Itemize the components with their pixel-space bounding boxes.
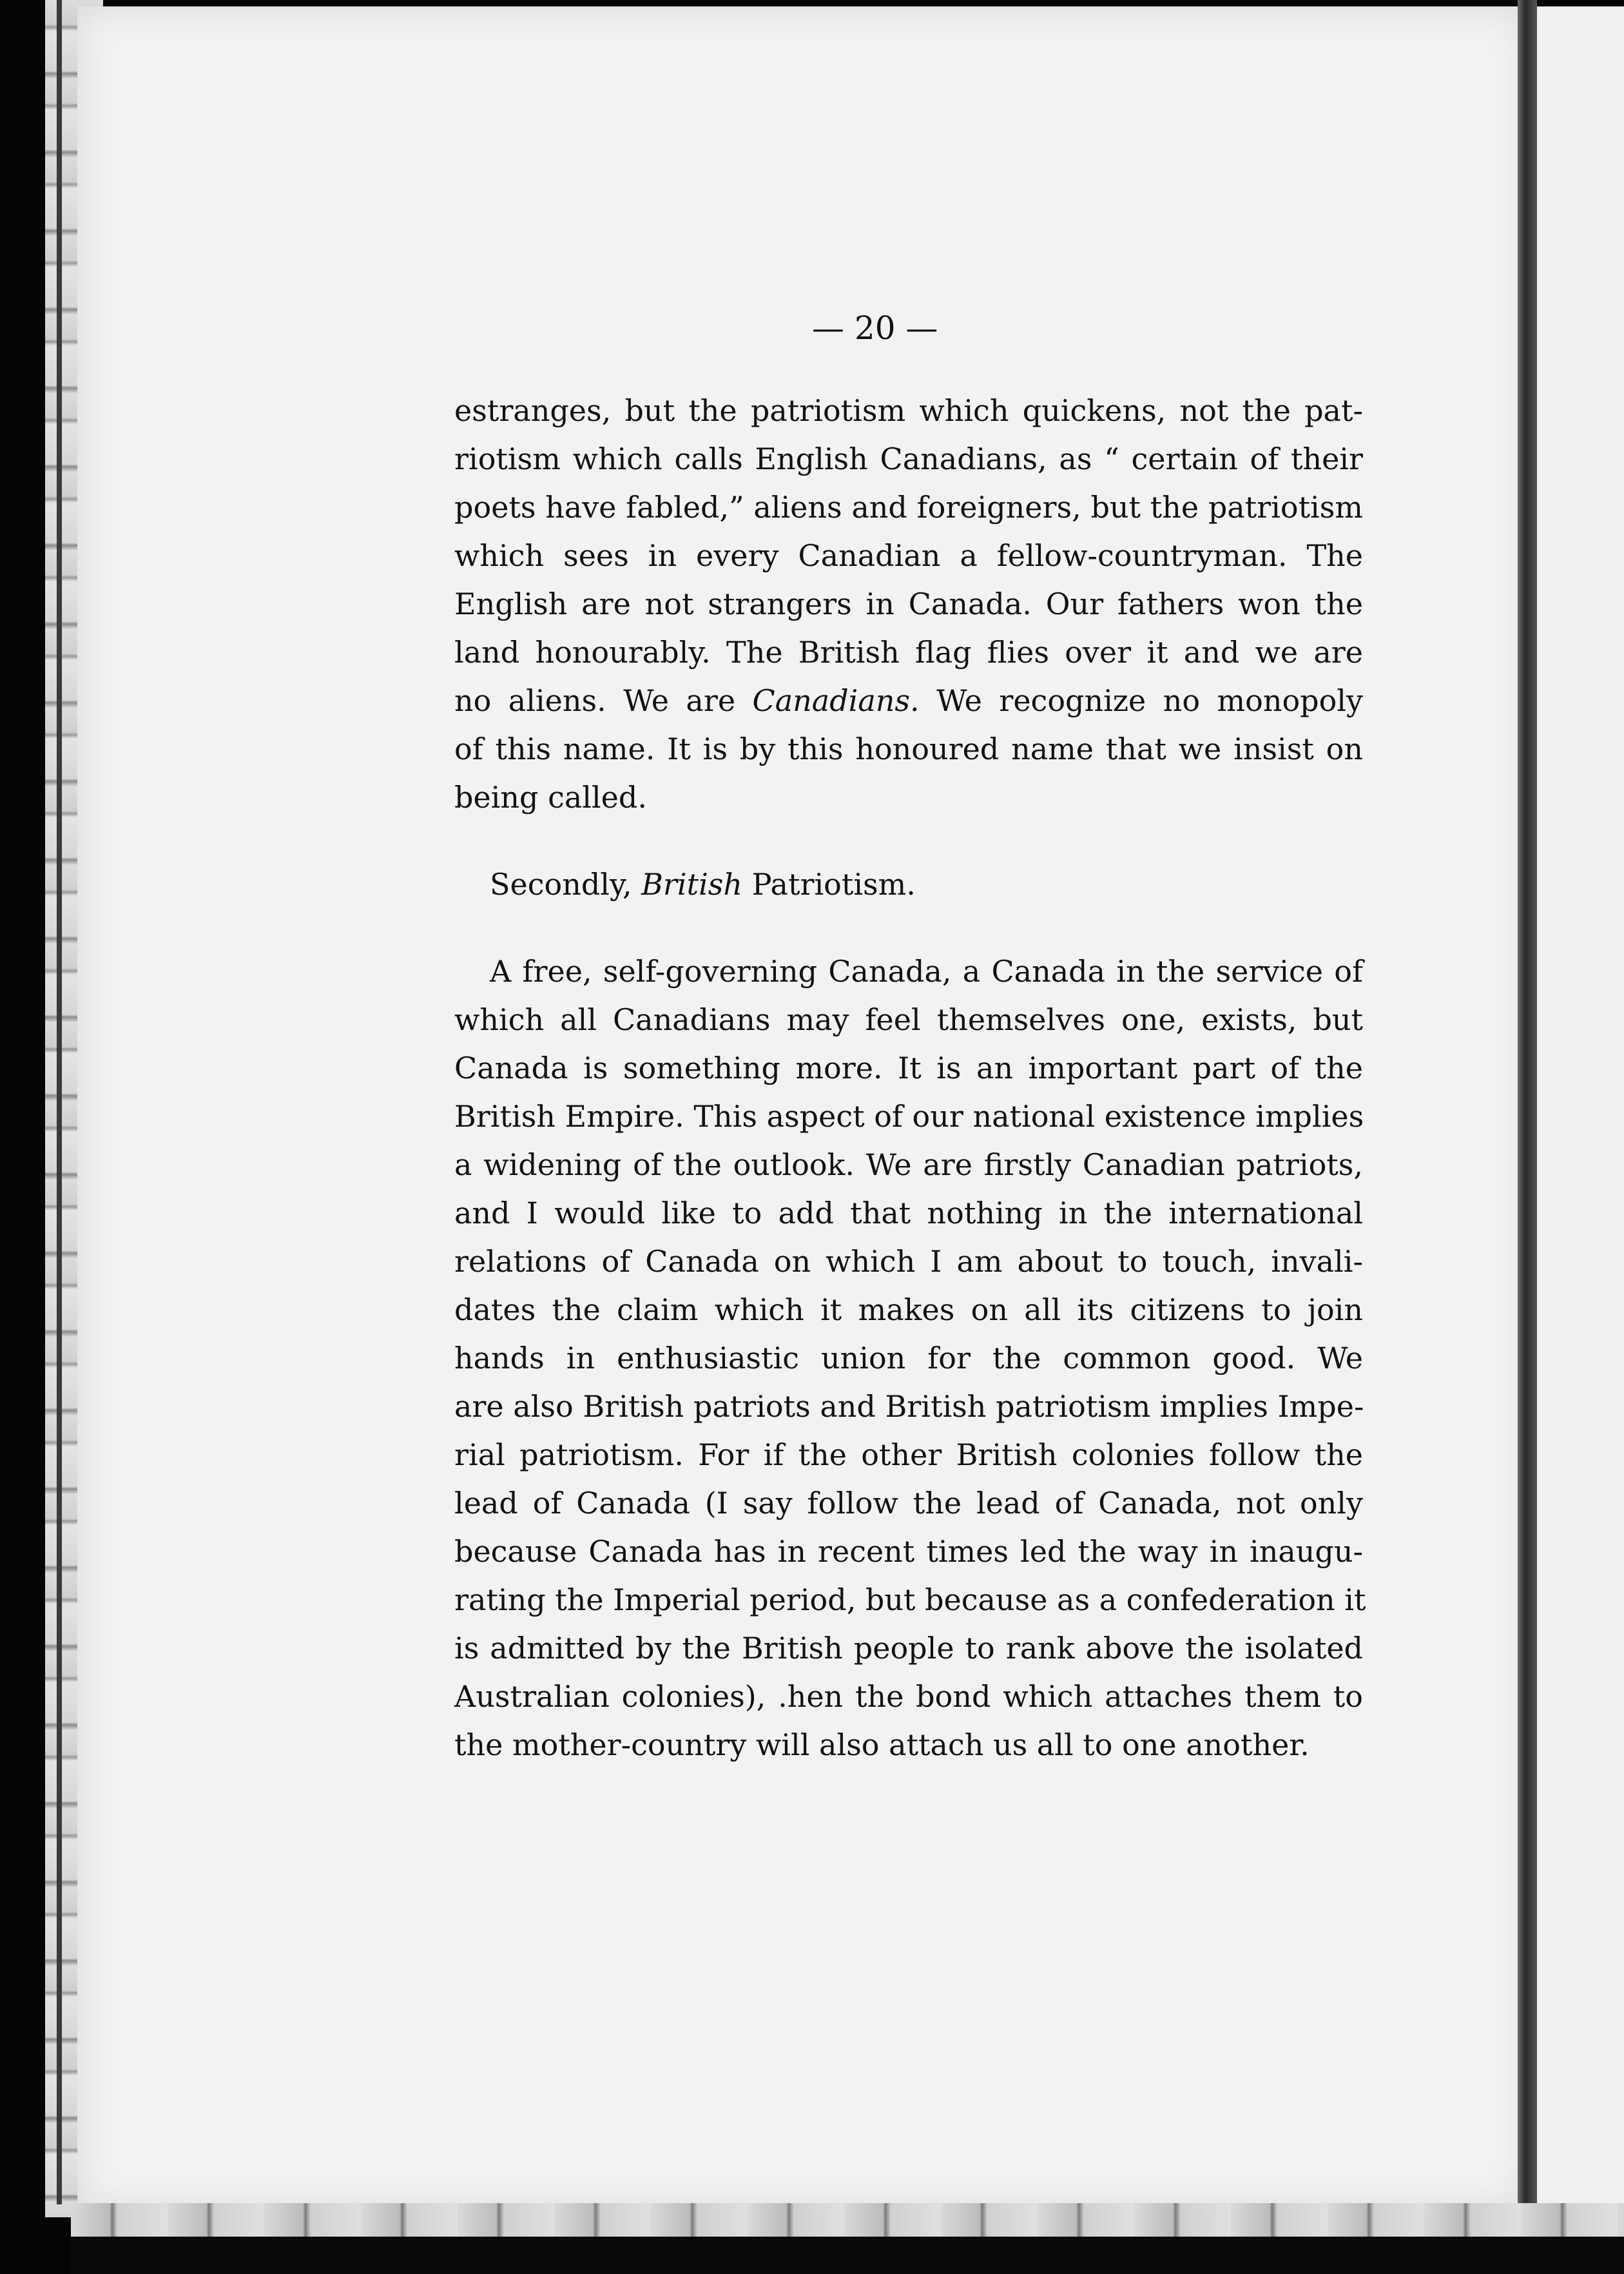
text-line: estranges, but the patriotism which quickens, not the pat-	[454, 393, 1363, 428]
text-line: lead of Canada (I say follow the lead of Canada, not only	[454, 1486, 1363, 1521]
left-edge-shadow	[57, 0, 62, 2204]
binding-gutter	[1518, 0, 1537, 2217]
bottom-shadow	[71, 2237, 1624, 2274]
text-line: is admitted by the British people to rank above the isolated	[454, 1631, 1363, 1666]
body-text	[454, 387, 1366, 1769]
text-line: rial patriotism. For if the other British colonies follow the	[454, 1437, 1363, 1472]
text-line: dates the claim which it makes on all its citizens to join	[454, 1292, 1363, 1327]
text-line: the mother-country will also attach us all to one another.	[454, 1727, 1310, 1762]
paragraph-2	[454, 948, 1366, 1769]
text-line: being called.	[454, 780, 647, 815]
bottom-page-edge	[71, 2203, 1624, 2237]
paragraph-gap	[454, 822, 1363, 860]
section-heading	[454, 860, 1363, 909]
text-line: because Canada has in recent times led the way in inaugu-	[454, 1534, 1363, 1569]
paragraph-1	[454, 387, 1363, 822]
text-line: of this name. It is by this honoured name that we insist on	[454, 732, 1363, 766]
text-line: Australian colonies), .hen the bond which attaches them to	[454, 1679, 1363, 1714]
paragraph-gap	[454, 909, 1363, 948]
text-line: and I would like to add that nothing in the international	[454, 1196, 1363, 1230]
page-number: — 20 —	[812, 309, 938, 347]
text-line: A free, self-governing Canada, a Canada in the service of	[490, 954, 1363, 989]
text-line: are also British patriots and British patriotism implies Impe-	[454, 1389, 1364, 1424]
text-run: no aliens. We are	[454, 683, 753, 718]
text-line: British Empire. This aspect of our national existence implies	[454, 1099, 1364, 1134]
text-line: English are not strangers in Canada. Our fathers won the	[454, 587, 1363, 621]
text-line: which sees in every Canadian a fellow-countryman. The	[454, 538, 1363, 573]
text-line: relations of Canada on which I am about to touch, invali-	[454, 1244, 1363, 1279]
facing-page-edge	[1537, 6, 1624, 2204]
text-line: a widening of the outlook. We are firstly Canadian patriots,	[454, 1147, 1363, 1182]
text-line: riotism which calls English Canadians, as “ certain of their	[454, 442, 1363, 476]
text-line: Canada is something more. It is an important part of the	[454, 1051, 1363, 1085]
text-line: hands in enthusiastic union for the common good. We	[454, 1341, 1363, 1375]
heading-italic: British	[641, 867, 743, 902]
text-line: land honourably. The British flag flies over it and we are	[454, 635, 1363, 670]
text-line-mixed	[454, 677, 1363, 725]
italic-canadians: Canadians.	[752, 683, 920, 718]
text-line: poets have fabled,” aliens and foreigners, but the patriotism	[454, 490, 1363, 525]
heading-run: Secondly,	[490, 867, 642, 902]
heading-run: Patriotism.	[742, 867, 916, 902]
text-run: We recognize no monopoly	[919, 683, 1363, 718]
text-line: rating the Imperial period, but because as a confederation it	[454, 1582, 1366, 1617]
text-line: which all Canadians may feel themselves one, exists, but	[454, 1002, 1363, 1037]
